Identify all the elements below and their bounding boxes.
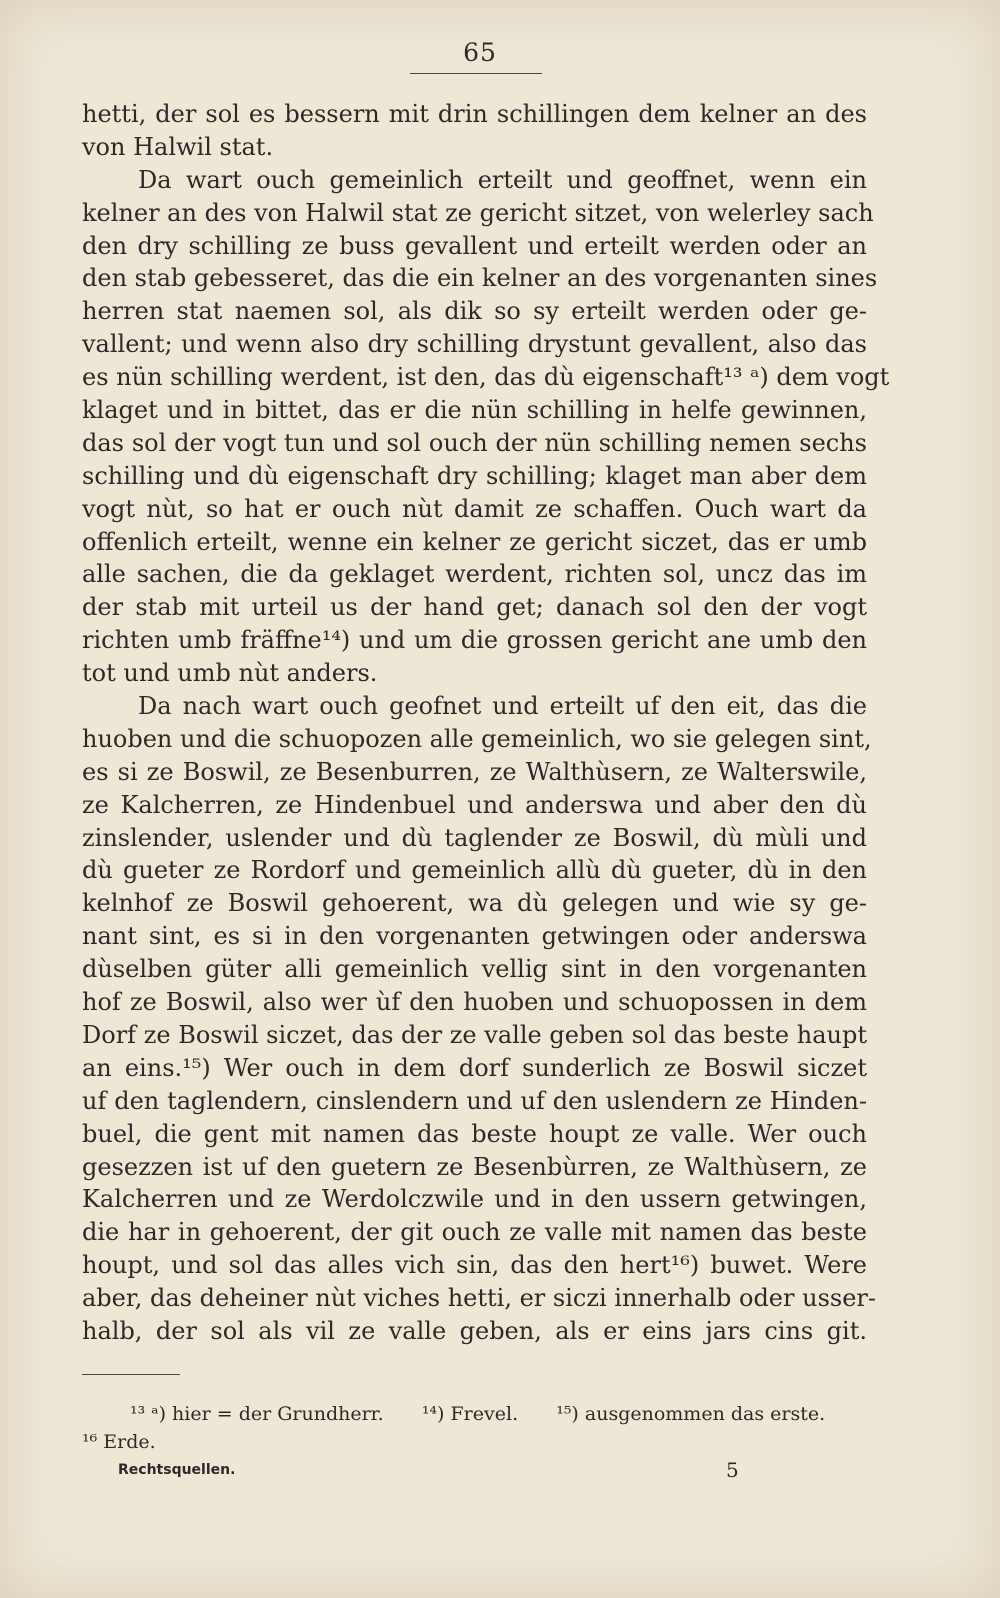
text-line: Dorf ze Boswil siczet, das der ze valle geben sol das beste haupt — [82, 1020, 867, 1049]
footnote-16: ¹⁶ Erde. — [82, 1431, 156, 1453]
text-line: dùselben güter alli gemeinlich vellig sint in den vorgenanten — [82, 955, 867, 984]
text-line: hof ze Boswil, also wer ùf den huoben und schuopossen in dem — [82, 988, 867, 1017]
text-line: kelnhof ze Boswil gehoerent, wa dù gelegen und wie sy ge- — [82, 889, 867, 918]
text-line: von Halwil stat. — [82, 132, 274, 161]
text-line: zinslender, uslender und dù taglender ze Boswil, dù mùli und — [82, 823, 867, 852]
text-line: uf den taglendern, cinslendern und uf den uslendern ze Hinden- — [82, 1086, 867, 1115]
text-line: halb, der sol als vil ze valle geben, als er eins jars cins git. — [82, 1316, 867, 1345]
text-line: den stab gebesseret, das die ein kelner an des vorgenanten sines — [82, 264, 878, 293]
header-rule — [410, 73, 542, 74]
text-line: gesezzen ist uf den guetern ze Besenbùrren, ze Walthùsern, ze — [82, 1152, 867, 1181]
footnote-13a: ¹³ ᵃ) hier = der Grundherr. — [130, 1403, 384, 1425]
text-line: die har in gehoerent, der git ouch ze valle mit namen das beste — [82, 1218, 867, 1247]
text-line: hetti, der sol es bessern mit drin schillingen dem kelner an des — [82, 100, 867, 128]
text-line: ze Kalcherren, ze Hindenbuel und anderswa und aber den dù — [82, 790, 867, 819]
text-line: nant sint, es si in den vorgenanten getwingen oder anderswa — [82, 922, 867, 951]
text-line: den dry schilling ze buss gevallent und erteilt werden oder an — [82, 231, 867, 260]
footnote-15: ¹⁵) ausgenommen das erste. — [556, 1403, 826, 1425]
text-line: Kalcherren und ze Werdolczwile und in den ussern getwingen, — [82, 1185, 867, 1214]
sheet-number: 5 — [726, 1458, 739, 1482]
text-line: an eins.¹⁵) Wer ouch in dem dorf sunderlich ze Boswil siczet — [82, 1053, 867, 1082]
footnote-rule — [82, 1374, 180, 1375]
footnote-line — [82, 1400, 867, 1428]
printer-signature: Rechtsquellen. — [118, 1462, 236, 1478]
text-line: kelner an des von Halwil stat ze gericht sitzet, von welerley sach — [82, 198, 874, 227]
text-line: tot und umb nùt anders. — [82, 659, 378, 688]
text-line: vogt nùt, so hat er ouch nùt damit ze schaffen. Ouch wart da — [82, 494, 867, 523]
text-line: houpt, und sol das alles vich sin, das den hert¹⁶) buwet. Were — [82, 1251, 867, 1280]
footnotes — [82, 1400, 867, 1456]
text-line: schilling und dù eigenschaft dry schilling; klaget man aber dem — [82, 461, 867, 490]
text-line: buel, die gent mit namen das beste houpt ze valle. Wer ouch — [82, 1119, 867, 1148]
text-line: Da wart ouch gemeinlich erteilt und geoffnet, wenn ein — [138, 165, 867, 194]
footnote-14: ¹⁴) Frevel. — [421, 1403, 519, 1425]
text-line: aber, das deheiner nùt viches hetti, er siczi innerhalb oder usser- — [82, 1284, 876, 1313]
text-line: es nün schilling werdent, ist den, das dù eigenschaft¹³ ᵃ) dem vogt — [82, 363, 890, 392]
text-line: es si ze Boswil, ze Besenburren, ze Walthùsern, ze Walterswile, — [82, 757, 867, 786]
page-footer — [118, 1458, 738, 1488]
text-line: offenlich erteilt, wenne ein kelner ze gericht siczet, das er umb — [82, 527, 867, 556]
text-line: richten umb fräffne¹⁴) und um die grossen gericht ane umb den — [82, 626, 867, 655]
text-line: das sol der vogt tun und sol ouch der nün schilling nemen sechs — [82, 428, 867, 457]
text-line: herren stat naemen sol, als dik so sy erteilt werden oder ge- — [82, 297, 867, 326]
text-line: dù gueter ze Rordorf und gemeinlich allù dù gueter, dù in den — [82, 856, 867, 885]
body-text — [82, 98, 890, 1348]
text-line: der stab mit urteil us der hand get; danach sol den der vogt — [82, 593, 867, 622]
text-line: huoben und die schuopozen alle gemeinlich, wo sie gelegen sint, — [82, 724, 872, 753]
text-line: vallent; und wenn also dry schilling drystunt gevallent, also das — [82, 330, 867, 359]
page-number: 65 — [463, 38, 497, 67]
text-line: alle sachen, die da geklaget werdent, richten sol, uncz das im — [82, 560, 867, 589]
text-line: Da nach wart ouch geofnet und erteilt uf den eit, das die — [138, 692, 867, 721]
footnote-line — [82, 1428, 867, 1456]
text-line: klaget und in bittet, das er die nün schilling in helfe gewinnen, — [82, 396, 867, 425]
